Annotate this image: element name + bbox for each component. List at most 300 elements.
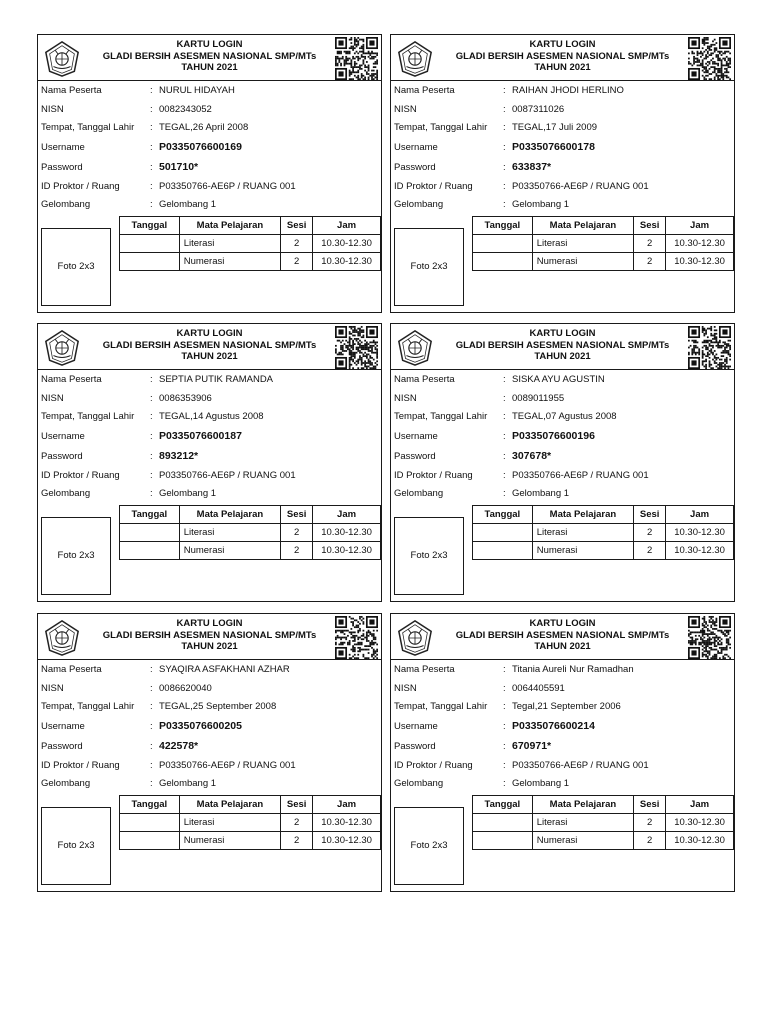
nisn-value: 0082343052: [159, 104, 212, 115]
tut-wuri-handayani-logo-icon: [43, 329, 81, 367]
card-title-line2: GLADI BERSIH ASESMEN NASIONAL SMP/MTs: [455, 50, 670, 62]
nama-value: SISKA AYU AGUSTIN: [512, 374, 605, 385]
tanggal-cell: [473, 832, 533, 850]
header-sesi: Sesi: [634, 506, 666, 524]
card-header: [38, 35, 381, 81]
tanggal-cell: [120, 542, 180, 560]
colon: :: [150, 85, 153, 96]
nama-row: [38, 372, 381, 387]
gelombang-row: [38, 486, 381, 501]
header-tanggal: Tanggal: [473, 796, 533, 814]
login-card: [37, 323, 382, 602]
nisn-label: NISN: [394, 683, 417, 694]
header-jam: Jam: [666, 796, 734, 814]
nisn-row: [391, 102, 734, 117]
tanggal-cell: [473, 542, 533, 560]
tanggal-cell: [473, 814, 533, 832]
password-label: Password: [394, 451, 436, 462]
card-title: [437, 618, 688, 653]
login-card: [37, 34, 382, 313]
tanggal-cell: [120, 235, 180, 253]
photo-placeholder: Foto 2x3: [41, 228, 111, 306]
password-row: [391, 449, 734, 464]
tanggal-cell: [120, 253, 180, 271]
ttl-value: TEGAL,26 April 2008: [159, 122, 249, 133]
sesi-cell: 2: [281, 542, 313, 560]
colon: :: [503, 142, 506, 153]
header-mata-pelajaran: Mata Pelajaran: [179, 506, 281, 524]
card-title-line2: GLADI BERSIH ASESMEN NASIONAL SMP/MTs: [102, 629, 317, 641]
username-label: Username: [394, 721, 438, 732]
nisn-label: NISN: [41, 104, 64, 115]
colon: :: [150, 683, 153, 694]
password-value: 422578*: [159, 740, 199, 752]
jam-cell: 10.30-12.30: [666, 235, 734, 253]
card-title-line1: KARTU LOGIN: [176, 618, 243, 629]
colon: :: [150, 488, 153, 499]
username-row: [38, 429, 381, 444]
schedule-area: [38, 505, 381, 596]
qr-code-icon: [688, 326, 731, 369]
mapel-cell: Literasi: [179, 235, 281, 253]
password-value: 670971*: [512, 740, 552, 752]
tanggal-cell: [120, 814, 180, 832]
password-row: [38, 739, 381, 754]
ttl-label: Tempat, Tanggal Lahir: [394, 411, 488, 422]
nama-row: [391, 83, 734, 98]
mapel-cell: Literasi: [532, 235, 634, 253]
mapel-cell: Numerasi: [532, 542, 634, 560]
proktor-label: ID Proktor / Ruang: [41, 760, 120, 771]
header-sesi: Sesi: [281, 506, 313, 524]
card-title: [437, 328, 688, 363]
gelombang-label: Gelombang: [41, 488, 91, 499]
schedule-area: [391, 216, 734, 307]
mapel-cell: Numerasi: [179, 832, 281, 850]
header-tanggal: Tanggal: [120, 796, 180, 814]
ttl-value: Tegal,21 September 2006: [512, 701, 621, 712]
colon: :: [150, 199, 153, 210]
ttl-row: [391, 120, 734, 135]
colon: :: [150, 778, 153, 789]
nama-row: [38, 83, 381, 98]
photo-placeholder: Foto 2x3: [394, 517, 464, 595]
table-row: [473, 253, 734, 271]
schedule-header-row: [473, 506, 734, 524]
gelombang-label: Gelombang: [394, 488, 444, 499]
card-title-line3: TAHUN 2021: [181, 62, 238, 73]
qr-code-icon: [335, 616, 378, 659]
password-row: [38, 160, 381, 175]
sesi-cell: 2: [281, 235, 313, 253]
tut-wuri-handayani-logo-icon: [43, 619, 81, 657]
nisn-label: NISN: [41, 683, 64, 694]
proktor-value: P03350766-AE6P / RUANG 001: [512, 470, 649, 481]
colon: :: [150, 470, 153, 481]
login-card: [390, 323, 735, 602]
nama-value: RAIHAN JHODI HERLINO: [512, 85, 624, 96]
tut-wuri-handayani-logo-icon: [396, 40, 434, 78]
card-title-line3: TAHUN 2021: [181, 351, 238, 362]
gelombang-row: [391, 197, 734, 212]
card-header: [38, 324, 381, 370]
colon: :: [503, 451, 506, 462]
gelombang-label: Gelombang: [394, 778, 444, 789]
colon: :: [503, 760, 506, 771]
colon: :: [503, 488, 506, 499]
schedule-area: [391, 505, 734, 596]
card-title-line1: KARTU LOGIN: [529, 618, 596, 629]
mapel-cell: Literasi: [179, 524, 281, 542]
jam-cell: 10.30-12.30: [666, 253, 734, 271]
table-row: [473, 814, 734, 832]
username-value: P0335076600214: [512, 720, 595, 732]
ttl-row: [391, 699, 734, 714]
nisn-value: 0089011955: [512, 393, 565, 404]
photo-placeholder: Foto 2x3: [394, 228, 464, 306]
card-title: [84, 39, 335, 74]
ttl-label: Tempat, Tanggal Lahir: [41, 122, 135, 133]
colon: :: [503, 374, 506, 385]
username-value: P0335076600205: [159, 720, 242, 732]
table-row: [120, 524, 381, 542]
card-title-line2: GLADI BERSIH ASESMEN NASIONAL SMP/MTs: [102, 50, 317, 62]
schedule-table: [119, 216, 381, 271]
colon: :: [150, 142, 153, 153]
table-row: [473, 542, 734, 560]
card-title-line3: TAHUN 2021: [534, 351, 591, 362]
ttl-value: TEGAL,17 Juli 2009: [512, 122, 598, 133]
ttl-label: Tempat, Tanggal Lahir: [394, 701, 488, 712]
gelombang-value: Gelombang 1: [159, 488, 217, 499]
qr-code-icon: [335, 326, 378, 369]
nisn-value: 0064405591: [512, 683, 565, 694]
proktor-value: P03350766-AE6P / RUANG 001: [512, 760, 649, 771]
nama-label: Nama Peserta: [41, 374, 102, 385]
nama-label: Nama Peserta: [394, 374, 455, 385]
proktor-row: [391, 468, 734, 483]
password-value: 893212*: [159, 450, 199, 462]
jam-cell: 10.30-12.30: [666, 524, 734, 542]
nisn-row: [391, 391, 734, 406]
tut-wuri-handayani-logo-icon: [43, 40, 81, 78]
header-jam: Jam: [313, 506, 381, 524]
mapel-cell: Literasi: [532, 814, 634, 832]
proktor-row: [38, 179, 381, 194]
schedule-header-row: [473, 796, 734, 814]
mapel-cell: Numerasi: [532, 253, 634, 271]
tut-wuri-handayani-logo-icon: [396, 329, 434, 367]
ttl-label: Tempat, Tanggal Lahir: [41, 411, 135, 422]
gelombang-value: Gelombang 1: [512, 199, 570, 210]
card-title: [437, 39, 688, 74]
tanggal-cell: [473, 524, 533, 542]
tanggal-cell: [120, 524, 180, 542]
sesi-cell: 2: [281, 832, 313, 850]
schedule-table: [119, 795, 381, 850]
header-sesi: Sesi: [634, 796, 666, 814]
nisn-label: NISN: [394, 104, 417, 115]
jam-cell: 10.30-12.30: [313, 235, 381, 253]
card-header: [391, 324, 734, 370]
table-row: [473, 235, 734, 253]
password-label: Password: [394, 162, 436, 173]
jam-cell: 10.30-12.30: [313, 253, 381, 271]
header-sesi: Sesi: [281, 217, 313, 235]
gelombang-value: Gelombang 1: [159, 199, 217, 210]
proktor-label: ID Proktor / Ruang: [394, 760, 473, 771]
card-title-line3: TAHUN 2021: [534, 641, 591, 652]
card-title: [84, 618, 335, 653]
username-value: P0335076600178: [512, 141, 595, 153]
proktor-label: ID Proktor / Ruang: [41, 181, 120, 192]
nisn-label: NISN: [394, 393, 417, 404]
proktor-value: P03350766-AE6P / RUANG 001: [159, 470, 296, 481]
card-title-line2: GLADI BERSIH ASESMEN NASIONAL SMP/MTs: [102, 339, 317, 351]
nama-label: Nama Peserta: [41, 85, 102, 96]
header-jam: Jam: [666, 217, 734, 235]
password-label: Password: [41, 741, 83, 752]
nisn-value: 0086353906: [159, 393, 212, 404]
card-header: [391, 614, 734, 660]
username-label: Username: [394, 431, 438, 442]
password-label: Password: [41, 451, 83, 462]
header-tanggal: Tanggal: [473, 217, 533, 235]
photo-placeholder: Foto 2x3: [41, 807, 111, 885]
colon: :: [150, 393, 153, 404]
nama-value: Titania Aureli Nur Ramadhan: [512, 664, 634, 675]
nama-value: NURUL HIDAYAH: [159, 85, 235, 96]
colon: :: [503, 85, 506, 96]
colon: :: [503, 181, 506, 192]
colon: :: [150, 162, 153, 173]
qr-code-icon: [688, 37, 731, 80]
ttl-value: TEGAL,25 September 2008: [159, 701, 277, 712]
colon: :: [503, 470, 506, 481]
nisn-value: 0086620040: [159, 683, 212, 694]
jam-cell: 10.30-12.30: [313, 542, 381, 560]
nama-label: Nama Peserta: [394, 664, 455, 675]
mapel-cell: Numerasi: [179, 542, 281, 560]
nama-value: SYAQIRA ASFAKHANI AZHAR: [159, 664, 290, 675]
card-header: [391, 35, 734, 81]
colon: :: [150, 431, 153, 442]
proktor-row: [391, 179, 734, 194]
gelombang-row: [38, 197, 381, 212]
username-row: [38, 719, 381, 734]
login-card: [390, 613, 735, 892]
nama-row: [391, 372, 734, 387]
proktor-value: P03350766-AE6P / RUANG 001: [159, 760, 296, 771]
header-jam: Jam: [313, 796, 381, 814]
jam-cell: 10.30-12.30: [313, 814, 381, 832]
nisn-row: [38, 681, 381, 696]
tanggal-cell: [473, 253, 533, 271]
card-title-line3: TAHUN 2021: [534, 62, 591, 73]
proktor-value: P03350766-AE6P / RUANG 001: [159, 181, 296, 192]
proktor-label: ID Proktor / Ruang: [394, 181, 473, 192]
username-label: Username: [41, 721, 85, 732]
gelombang-value: Gelombang 1: [159, 778, 217, 789]
photo-placeholder: Foto 2x3: [394, 807, 464, 885]
ttl-row: [38, 120, 381, 135]
schedule-area: [38, 795, 381, 886]
gelombang-value: Gelombang 1: [512, 778, 570, 789]
colon: :: [503, 122, 506, 133]
header-jam: Jam: [666, 506, 734, 524]
jam-cell: 10.30-12.30: [666, 542, 734, 560]
nama-row: [391, 662, 734, 677]
mapel-cell: Literasi: [179, 814, 281, 832]
username-value: P0335076600169: [159, 141, 242, 153]
qr-code-icon: [688, 616, 731, 659]
schedule-area: [391, 795, 734, 886]
tanggal-cell: [120, 832, 180, 850]
nisn-row: [38, 391, 381, 406]
nama-value: SEPTIA PUTIK RAMANDA: [159, 374, 274, 385]
card-title-line2: GLADI BERSIH ASESMEN NASIONAL SMP/MTs: [455, 339, 670, 351]
colon: :: [150, 721, 153, 732]
header-mata-pelajaran: Mata Pelajaran: [179, 217, 281, 235]
sesi-cell: 2: [634, 235, 666, 253]
table-row: [473, 524, 734, 542]
colon: :: [150, 104, 153, 115]
schedule-table: [472, 505, 734, 560]
nisn-row: [391, 681, 734, 696]
colon: :: [150, 760, 153, 771]
jam-cell: 10.30-12.30: [666, 832, 734, 850]
card-title: [84, 328, 335, 363]
schedule-table: [472, 216, 734, 271]
password-row: [391, 160, 734, 175]
colon: :: [503, 683, 506, 694]
table-row: [120, 814, 381, 832]
card-title-line1: KARTU LOGIN: [176, 328, 243, 339]
gelombang-label: Gelombang: [394, 199, 444, 210]
username-value: P0335076600196: [512, 430, 595, 442]
username-label: Username: [41, 142, 85, 153]
colon: :: [503, 664, 506, 675]
tanggal-cell: [473, 235, 533, 253]
header-mata-pelajaran: Mata Pelajaran: [179, 796, 281, 814]
password-label: Password: [41, 162, 83, 173]
gelombang-row: [391, 486, 734, 501]
gelombang-label: Gelombang: [41, 778, 91, 789]
proktor-label: ID Proktor / Ruang: [394, 470, 473, 481]
qr-code-icon: [335, 37, 378, 80]
colon: :: [503, 393, 506, 404]
gelombang-value: Gelombang 1: [512, 488, 570, 499]
ttl-row: [38, 409, 381, 424]
jam-cell: 10.30-12.30: [313, 524, 381, 542]
login-card: [37, 613, 382, 892]
colon: :: [150, 411, 153, 422]
sesi-cell: 2: [634, 524, 666, 542]
username-label: Username: [394, 142, 438, 153]
card-title-line1: KARTU LOGIN: [529, 328, 596, 339]
password-row: [38, 449, 381, 464]
password-value: 501710*: [159, 161, 199, 173]
schedule-header-row: [120, 506, 381, 524]
gelombang-row: [391, 776, 734, 791]
card-title-line1: KARTU LOGIN: [176, 39, 243, 50]
username-label: Username: [41, 431, 85, 442]
header-sesi: Sesi: [634, 217, 666, 235]
sesi-cell: 2: [634, 814, 666, 832]
colon: :: [150, 701, 153, 712]
nama-label: Nama Peserta: [394, 85, 455, 96]
ttl-label: Tempat, Tanggal Lahir: [394, 122, 488, 133]
mapel-cell: Numerasi: [532, 832, 634, 850]
proktor-row: [38, 758, 381, 773]
mapel-cell: Literasi: [532, 524, 634, 542]
colon: :: [150, 181, 153, 192]
nama-label: Nama Peserta: [41, 664, 102, 675]
colon: :: [503, 778, 506, 789]
schedule-table: [119, 505, 381, 560]
colon: :: [150, 664, 153, 675]
colon: :: [150, 374, 153, 385]
card-title-line3: TAHUN 2021: [181, 641, 238, 652]
colon: :: [503, 411, 506, 422]
schedule-header-row: [120, 217, 381, 235]
photo-placeholder: Foto 2x3: [41, 517, 111, 595]
colon: :: [150, 122, 153, 133]
card-header: [38, 614, 381, 660]
mapel-cell: Numerasi: [179, 253, 281, 271]
table-row: [120, 253, 381, 271]
gelombang-label: Gelombang: [41, 199, 91, 210]
table-row: [473, 832, 734, 850]
ttl-value: TEGAL,14 Agustus 2008: [159, 411, 264, 422]
card-title-line1: KARTU LOGIN: [529, 39, 596, 50]
ttl-label: Tempat, Tanggal Lahir: [41, 701, 135, 712]
colon: :: [503, 741, 506, 752]
colon: :: [503, 701, 506, 712]
proktor-value: P03350766-AE6P / RUANG 001: [512, 181, 649, 192]
schedule-header-row: [120, 796, 381, 814]
header-tanggal: Tanggal: [120, 506, 180, 524]
tut-wuri-handayani-logo-icon: [396, 619, 434, 657]
schedule-area: [38, 216, 381, 307]
proktor-row: [38, 468, 381, 483]
colon: :: [503, 431, 506, 442]
username-row: [391, 719, 734, 734]
header-mata-pelajaran: Mata Pelajaran: [532, 217, 634, 235]
colon: :: [150, 741, 153, 752]
gelombang-row: [38, 776, 381, 791]
table-row: [120, 832, 381, 850]
card-title-line2: GLADI BERSIH ASESMEN NASIONAL SMP/MTs: [455, 629, 670, 641]
sesi-cell: 2: [634, 542, 666, 560]
password-value: 307678*: [512, 450, 552, 462]
colon: :: [503, 104, 506, 115]
login-card: [390, 34, 735, 313]
jam-cell: 10.30-12.30: [666, 814, 734, 832]
password-row: [391, 739, 734, 754]
colon: :: [503, 199, 506, 210]
username-value: P0335076600187: [159, 430, 242, 442]
nama-row: [38, 662, 381, 677]
sesi-cell: 2: [281, 253, 313, 271]
proktor-row: [391, 758, 734, 773]
password-value: 633837*: [512, 161, 552, 173]
colon: :: [503, 162, 506, 173]
ttl-value: TEGAL,07 Agustus 2008: [512, 411, 617, 422]
ttl-row: [391, 409, 734, 424]
colon: :: [503, 721, 506, 732]
jam-cell: 10.30-12.30: [313, 832, 381, 850]
